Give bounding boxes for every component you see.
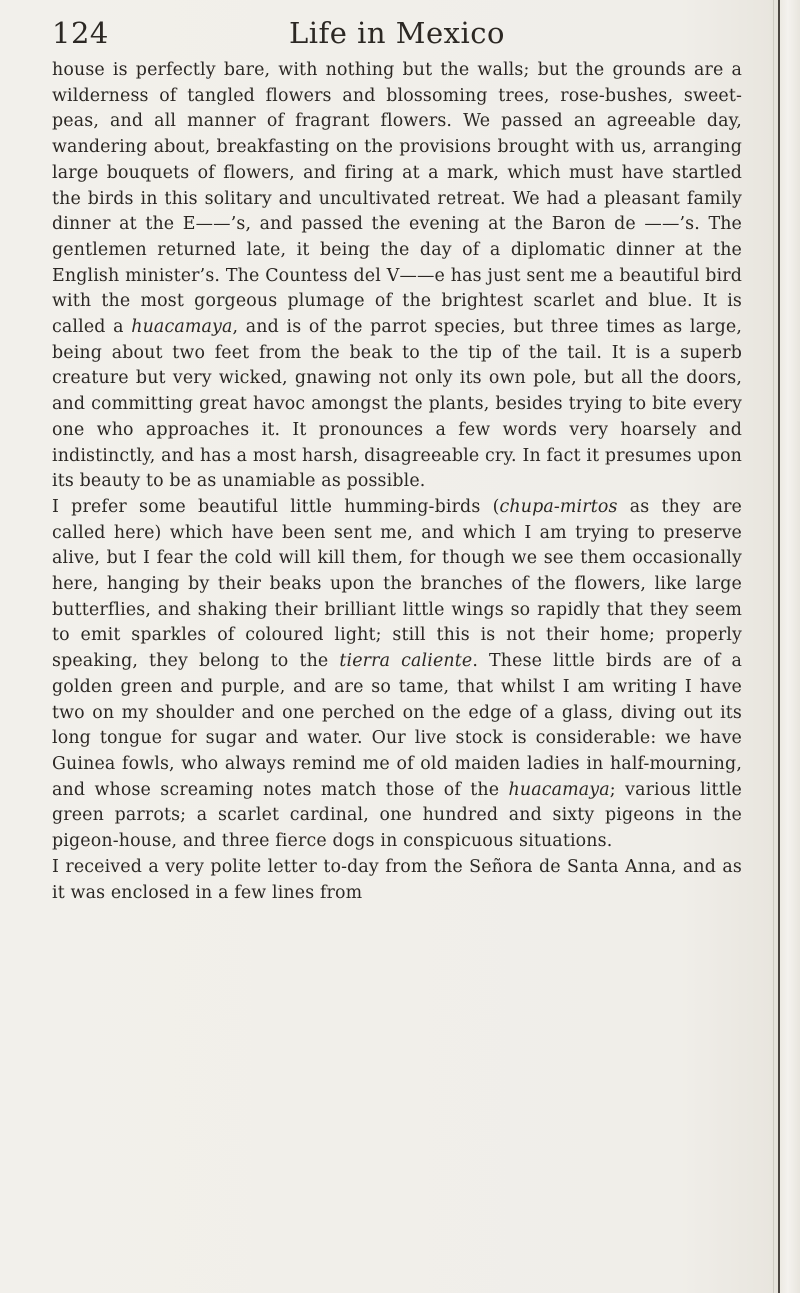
book-gutter (778, 0, 800, 1293)
italic-term: tierra caliente (339, 651, 473, 672)
paragraph-2: I prefer some beautiful little humming-birds (chupa-mirtos as they are called here) which have been sent me, and which I am trying to preserve alive, but I fear the cold will kill them, for though we see them occasionally here, hanging by their beaks upon the branches of the flowers, like large butterflies, and shaking their brilliant little wings so rapidly that they seem to emit sparkles of coloured light; still this is not their home; properly speaking, they belong to the tierra caliente. These little birds are of a golden green and purple, and are so tame, that whilst I am writing I have two on my shoulder and one perched on the edge of a glass, diving out its long tongue for sugar and water. Our live stock is considerable: we have Guinea fowls, who always remind me of old maiden ladies in half-mourning, and whose screaming notes match those of the huacamaya; various little green parrots; a scarlet cardinal, one hundred and sixty pigeons in the pigeon-house, and three fierce dogs in conspicuous situations. (52, 496, 743, 852)
paragraph-3: I received a very polite letter to-day from the Señora de Santa Anna, and as it was enclosed in a few lines from (52, 856, 742, 903)
page-number: 124 (52, 16, 109, 50)
italic-term: chupa-mirtos (499, 496, 618, 517)
italic-term: huacamaya (508, 779, 610, 800)
page-edge-shadow (773, 0, 774, 1293)
paragraph-1: house is perfectly bare, with nothing but the walls; but the grounds are a wilderness of tangled flowers and blossoming trees, rose-bushes, sweet-peas, and all manner of fragrant flowers. We passed an agreeable day, wandering about, breakfasting on the provisions brought with us, arranging large bouquets of flowers, and firing at a mark, which must have startled the birds in this solitary and uncultivated retreat. We had a pleasant family dinner at the E——’s, and passed the evening at the Baron de ——’s. The gentlemen returned late, it being the day of a diplomatic dinner at the English minister’s. The Countess del V——e has just sent me a beautiful bird with the most gorgeous plumage of the brightest scarlet and blue. It is called a huacamaya, and is of the parrot species, but three times as large, being about two feet from the beak to the tip of the tail. It is a superb creature but very wicked, gnawing not only its own pole, but all the doors, and committing great havoc amongst the plants, besides trying to bite every one who approaches it. It pronounces a few words very hoarsely and indistinctly, and has a most harsh, disagreeable cry. In fact it presumes upon its beauty to be as unamiable as possible. (52, 60, 742, 492)
running-title: Life in Mexico (288, 16, 505, 50)
body-text (52, 58, 742, 906)
page-header (52, 14, 742, 58)
italic-term: huacamaya (131, 317, 233, 338)
